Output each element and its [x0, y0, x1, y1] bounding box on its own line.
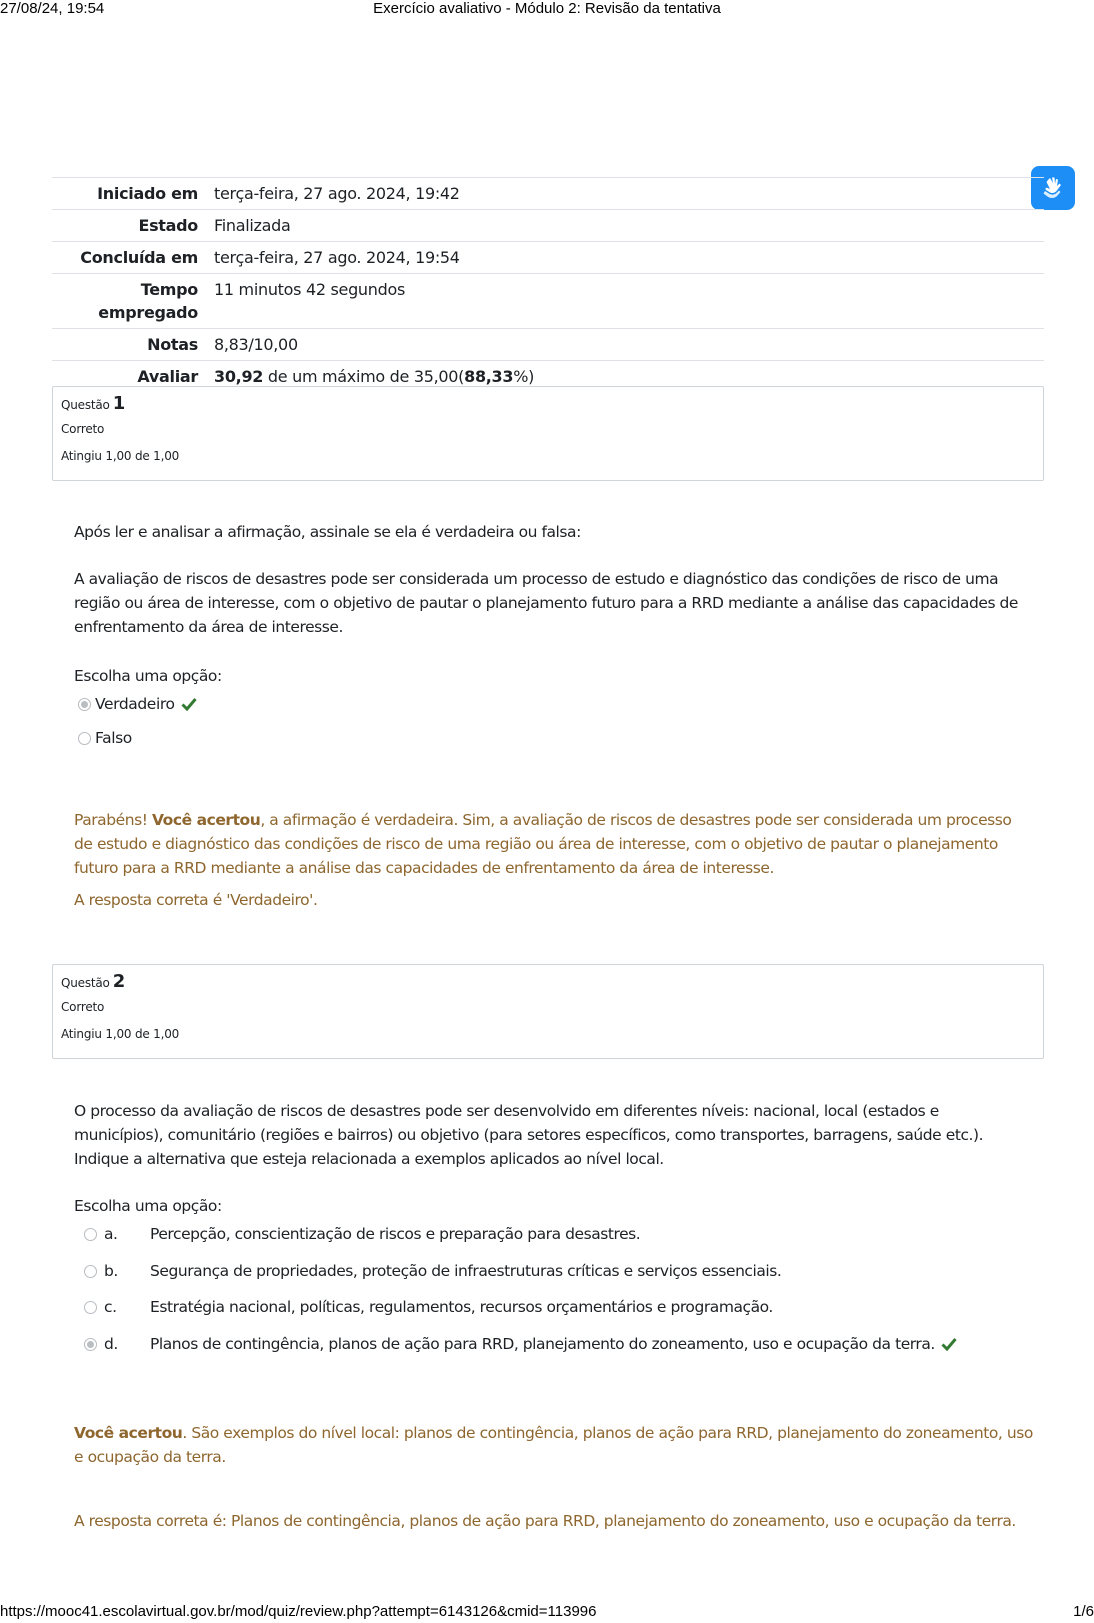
question-2-feedback: [74, 1421, 1034, 1469]
grade-middle: de um máximo de 35,00(: [263, 367, 465, 386]
option-a[interactable]: [84, 1225, 640, 1243]
started-label: Iniciado em: [97, 184, 198, 203]
summary-row-time: [52, 274, 1044, 329]
feedback-rest: , a afirmação é verdadeira. Sim, a avaliação de riscos de desastres pode ser considerada um processo de estudo e diagnóstico das condições de risco de uma região ou área de interesse, com o objetivo de pautar o planejamento futuro para a RRD mediante a análise das capacidades de enfrentamento da área de interesse.: [74, 811, 1012, 877]
summary-row-started: [52, 178, 1044, 210]
question-label: Questão: [61, 398, 110, 412]
option-c-letter: c.: [104, 1298, 117, 1316]
question-2-prompt: Escolha uma opção:: [74, 1197, 222, 1215]
question-grade: Atingiu 1,00 de 1,00: [61, 449, 180, 463]
option-c-text: Estratégia nacional, políticas, regulamentos, recursos orçamentários e programação.: [150, 1298, 773, 1316]
time-value: 11 minutos 42 segundos: [214, 280, 405, 299]
option-b-letter: b.: [104, 1262, 118, 1280]
print-url: https://mooc41.escolavirtual.gov.br/mod/quiz/review.php?attempt=6143126&cmid=113996: [0, 1603, 597, 1620]
radio-true[interactable]: [78, 698, 91, 711]
radio-a[interactable]: [84, 1228, 97, 1241]
feedback-prefix: Parabéns!: [74, 811, 152, 829]
time-label-line2: empregado: [98, 303, 198, 322]
option-a-letter: a.: [104, 1225, 118, 1243]
completed-label: Concluída em: [80, 248, 198, 267]
summary-row-marks: [52, 329, 1044, 361]
option-false[interactable]: [78, 729, 132, 747]
time-label-line1: Tempo: [140, 280, 198, 299]
question-number-value: 1: [112, 393, 126, 414]
option-d-text: Planos de contingência, planos de ação para RRD, planejamento do zoneamento, uso e ocupação da terra.: [150, 1335, 935, 1353]
print-title: Exercício avaliativo - Módulo 2: Revisão da tentativa: [373, 0, 721, 17]
question-2-right-answer: A resposta correta é: Planos de contingência, planos de ação para RRD, planejamento do zoneamento, uso e ocupação da terra.: [74, 1512, 1016, 1530]
grade-percent: 88,33: [464, 367, 514, 386]
grade-score: 30,92: [214, 367, 264, 386]
question-number-value: 2: [112, 971, 126, 992]
radio-b[interactable]: [84, 1265, 97, 1278]
question-1-right-answer: A resposta correta é 'Verdadeiro'.: [74, 891, 318, 909]
print-header: [0, 0, 1094, 18]
marks-label: Notas: [147, 335, 198, 354]
option-c[interactable]: [84, 1298, 773, 1316]
completed-value: terça-feira, 27 ago. 2024, 19:54: [214, 248, 460, 267]
question-1-statement: A avaliação de riscos de desastres pode ser considerada um processo de estudo e diagnóstico das condições de risco de uma região ou área de interesse, com o objetivo de pautar o planejamento futuro para a RRD mediante a análise das capacidades de enfrentamento da área de interesse.: [74, 570, 1019, 636]
option-d-letter: d.: [104, 1335, 118, 1353]
question-2-info: [52, 964, 1044, 1059]
attempt-summary-table: [52, 177, 1044, 392]
question-1-info: [52, 386, 1044, 481]
question-2-statement: O processo da avaliação de riscos de desastres pode ser desenvolvido em diferentes níveis: nacional, local (estados e municípios), comunitário (regiões e bairros) ou objetivo (para setores específicos, como transportes, barragens, saúde etc.). Indique a alternativa que esteja relacionada a exemplos aplicados ao nível local.: [74, 1102, 984, 1168]
question-number: [61, 971, 1043, 994]
summary-row-completed: [52, 242, 1044, 274]
option-a-text: Percepção, conscientização de riscos e preparação para desastres.: [150, 1225, 641, 1243]
grade-label: Avaliar: [137, 367, 198, 386]
print-page-number: 1/6: [1073, 1603, 1094, 1620]
question-grade: Atingiu 1,00 de 1,00: [61, 1027, 180, 1041]
option-b[interactable]: [84, 1262, 781, 1280]
feedback-rest: . São exemplos do nível local: planos de contingência, planos de ação para RRD, planejamento do zoneamento, uso e ocupação da terra.: [74, 1424, 1033, 1466]
option-d[interactable]: [84, 1335, 957, 1353]
option-false-label: Falso: [95, 729, 132, 747]
feedback-bold: Você acertou: [151, 811, 261, 829]
radio-false[interactable]: [78, 732, 91, 745]
question-state: Correto: [61, 1000, 105, 1014]
state-label: Estado: [138, 216, 198, 235]
question-number: [61, 393, 1043, 416]
print-footer: [0, 1603, 1094, 1623]
started-value: terça-feira, 27 ago. 2024, 19:42: [214, 184, 460, 203]
option-b-text: Segurança de propriedades, proteção de infraestruturas críticas e serviços essenciais.: [150, 1262, 782, 1280]
feedback-bold: Você acertou: [74, 1424, 183, 1442]
radio-d[interactable]: [84, 1338, 97, 1351]
summary-row-state: [52, 210, 1044, 242]
question-1-prompt: Escolha uma opção:: [74, 667, 222, 685]
question-label: Questão: [61, 976, 110, 990]
option-true[interactable]: [78, 695, 197, 713]
grade-end: %): [513, 367, 535, 386]
question-1-feedback: [74, 808, 1034, 880]
print-date: 27/08/24, 19:54: [0, 0, 105, 17]
state-value: Finalizada: [214, 216, 291, 235]
marks-value: 8,83/10,00: [214, 335, 298, 354]
option-true-label: Verdadeiro: [95, 695, 175, 713]
radio-c[interactable]: [84, 1301, 97, 1314]
check-icon: [181, 697, 197, 711]
time-label: [52, 274, 212, 329]
check-icon: [941, 1337, 957, 1351]
question-state: Correto: [61, 422, 105, 436]
question-1-intro: Após ler e analisar a afirmação, assinale se ela é verdadeira ou falsa:: [74, 523, 581, 541]
